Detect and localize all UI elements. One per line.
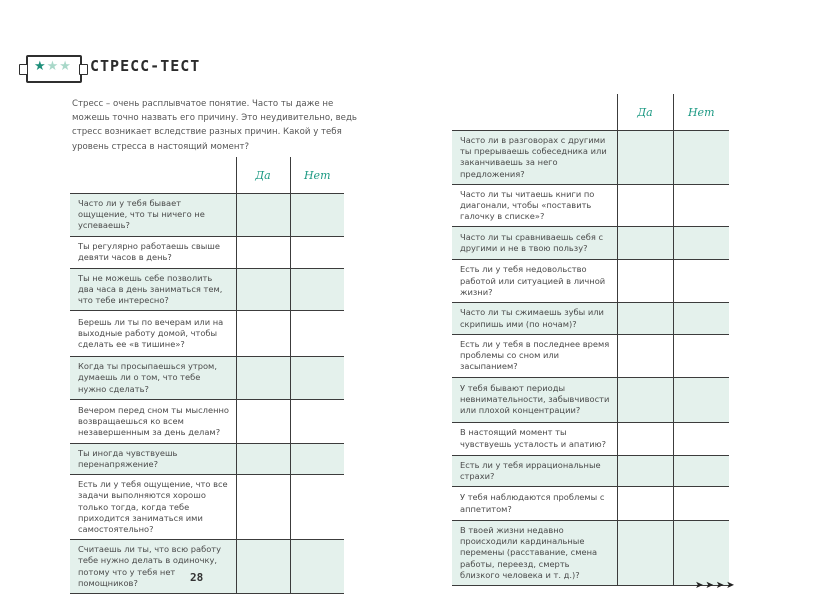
question-text: В настоящий момент ты чувствуешь усталость и апатию?	[452, 422, 617, 455]
questionnaire-table-left	[70, 157, 344, 594]
question-text: Часто ли ты читаешь книги по диагонали, чтобы «поставить галочку в списке»?	[452, 184, 617, 227]
answer-no-cell[interactable]	[673, 184, 729, 227]
header-corner	[452, 94, 617, 131]
answer-no-cell[interactable]	[290, 311, 344, 357]
question-row	[70, 399, 344, 443]
answer-yes-cell[interactable]	[236, 357, 290, 400]
answer-no-cell[interactable]	[290, 399, 344, 443]
answer-no-cell[interactable]	[290, 443, 344, 474]
page-number: 28	[190, 571, 204, 584]
answer-yes-cell[interactable]	[617, 303, 673, 335]
answer-yes-cell[interactable]	[617, 487, 673, 521]
question-text: Считаешь ли ты, что всю работу тебе нужно делать в одиночку, потому что у тебя нет помощников?	[70, 540, 236, 594]
answer-yes-cell[interactable]	[236, 475, 290, 540]
answer-no-cell[interactable]	[673, 455, 729, 486]
answer-no-cell[interactable]	[673, 131, 729, 185]
question-row	[452, 227, 729, 260]
answer-yes-cell[interactable]	[236, 268, 290, 311]
answer-yes-cell[interactable]	[617, 422, 673, 455]
badge-clip-left-icon	[19, 64, 28, 75]
answer-yes-cell[interactable]	[236, 236, 290, 268]
question-row	[70, 443, 344, 474]
header-corner	[70, 157, 236, 194]
answer-yes-cell[interactable]	[617, 335, 673, 378]
difficulty-badge	[26, 55, 82, 83]
answer-yes-cell[interactable]	[236, 311, 290, 357]
answer-yes-cell[interactable]	[236, 443, 290, 474]
column-no: Нет	[673, 94, 729, 131]
question-row	[70, 311, 344, 357]
question-row	[452, 455, 729, 486]
question-row	[452, 422, 729, 455]
question-text: В твоей жизни недавно происходили кардинальные перемены (расставание, смена работы, переезд, смерть близкого человека и т. д.)?	[452, 521, 617, 586]
question-row	[452, 260, 729, 303]
answer-no-cell[interactable]	[673, 377, 729, 422]
answer-no-cell[interactable]	[673, 303, 729, 335]
answer-yes-cell[interactable]	[236, 399, 290, 443]
right-questions	[452, 131, 729, 586]
column-yes: Да	[236, 157, 290, 194]
answer-no-cell[interactable]	[673, 260, 729, 303]
question-text: Ты не можешь себе позволить два часа в день заниматься тем, что тебе интересно?	[70, 268, 236, 311]
left-questions	[70, 194, 344, 594]
question-row	[70, 540, 344, 594]
question-row	[452, 184, 729, 227]
question-text: У тебя наблюдаются проблемы с аппетитом?	[452, 487, 617, 521]
question-text: Ты иногда чувствуешь перенапряжение?	[70, 443, 236, 474]
answer-no-cell[interactable]	[290, 540, 344, 594]
answer-yes-cell[interactable]	[617, 184, 673, 227]
answer-yes-cell[interactable]	[236, 540, 290, 594]
answer-no-cell[interactable]	[673, 335, 729, 378]
answer-no-cell[interactable]	[290, 268, 344, 311]
answer-no-cell[interactable]	[290, 475, 344, 540]
answer-no-cell[interactable]	[673, 227, 729, 260]
answer-yes-cell[interactable]	[617, 260, 673, 303]
question-row	[452, 131, 729, 185]
question-text: Есть ли у тебя ощущение, что все задачи выполняются хорошо только тогда, когда тебе приходится заниматься ими самостоятельно?	[70, 475, 236, 540]
answer-no-cell[interactable]	[673, 422, 729, 455]
question-text: Когда ты просыпаешься утром, думаешь ли о том, что тебе нужно сделать?	[70, 357, 236, 400]
question-text: Часто ли у тебя бывает ощущение, что ты ничего не успеваешь?	[70, 194, 236, 237]
questionnaire-table-right	[452, 94, 729, 586]
question-text: У тебя бывают периоды невнимательности, забывчивости или плохой концентрации?	[452, 377, 617, 422]
answer-yes-cell[interactable]	[617, 455, 673, 486]
question-text: Есть ли у тебя в последнее время проблемы со сном или засыпанием?	[452, 335, 617, 378]
question-text: Есть ли у тебя недовольство работой или ситуацией в личной жизни?	[452, 260, 617, 303]
question-row	[70, 475, 344, 540]
question-row	[70, 357, 344, 400]
question-row	[452, 335, 729, 378]
answer-no-cell[interactable]	[290, 357, 344, 400]
question-text: Ты регулярно работаешь свыше девяти часов в день?	[70, 236, 236, 268]
question-text: Берешь ли ты по вечерам или на выходные работу домой, чтобы сделать ее «в тишине»?	[70, 311, 236, 357]
question-row	[452, 487, 729, 521]
column-yes: Да	[617, 94, 673, 131]
question-text: Часто ли в разговорах с другими ты прерываешь собеседника или заканчиваешь за него предложения?	[452, 131, 617, 185]
intro-text: Стресс – очень расплывчатое понятие. Часто ты даже не можешь точно назвать его причину. Это неудивительно, ведь стресс возникает вследствие разных причин. Какой у тебя уровень стресса в настоящий момент?	[72, 99, 357, 152]
question-text: Есть ли у тебя иррациональные страхи?	[452, 455, 617, 486]
question-row	[452, 303, 729, 335]
question-text: Часто ли ты сжимаешь зубы или скрипишь ими (по ночам)?	[452, 303, 617, 335]
page-title: СТРЕСС-ТЕСТ	[90, 57, 201, 75]
question-row	[452, 377, 729, 422]
answer-yes-cell[interactable]	[236, 194, 290, 237]
answer-no-cell[interactable]	[290, 194, 344, 237]
answer-no-cell[interactable]	[673, 521, 729, 586]
answer-yes-cell[interactable]	[617, 227, 673, 260]
question-row	[70, 194, 344, 237]
answer-no-cell[interactable]	[673, 487, 729, 521]
answer-no-cell[interactable]	[290, 236, 344, 268]
answer-yes-cell[interactable]	[617, 131, 673, 185]
answer-yes-cell[interactable]	[617, 521, 673, 586]
arrows-icon: ➤➤➤➤	[695, 580, 737, 591]
badge-clip-right-icon	[79, 64, 88, 75]
question-text: Вечером перед сном ты мысленно возвращаешься ко всем незавершенным за день делам?	[70, 399, 236, 443]
question-row	[70, 236, 344, 268]
question-row	[70, 268, 344, 311]
column-no: Нет	[290, 157, 344, 194]
question-text: Часто ли ты сравниваешь себя с другими и не в твою пользу?	[452, 227, 617, 260]
star-rating-icon: ★★★	[34, 59, 72, 74]
question-row	[452, 521, 729, 586]
answer-yes-cell[interactable]	[617, 377, 673, 422]
